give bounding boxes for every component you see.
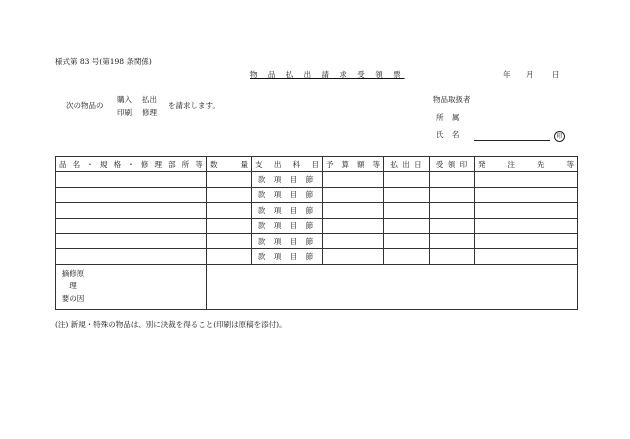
cell-issue-date[interactable] [384,203,430,218]
cell-supplier[interactable] [475,172,578,187]
header-account: 支 出 科 目 [252,157,323,172]
cell-account: 款 項 目 節 [252,172,323,187]
month-label: 月 [526,70,534,79]
cell-quantity[interactable] [207,233,252,248]
cell-account: 款 項 目 節 [252,187,323,202]
handler-label: 物品取扱者 [433,95,471,104]
header-supplier: 発 注 先 等 [475,157,578,172]
form-number: 様式第 83 号(第198 条関係) [55,57,152,66]
table-header-row [56,157,578,172]
reason-row [56,264,578,309]
cell-receipt-seal[interactable] [430,172,475,187]
table-row [56,249,578,264]
cell-quantity[interactable] [207,203,252,218]
option-purchase: 購入 [117,95,132,104]
cell-issue-date[interactable] [384,172,430,187]
cell-issue-date[interactable] [384,233,430,248]
header-item: 品 名 ・ 規 格 ・ 修 理 部 所 等 [56,157,207,172]
request-suffix: を請求します。 [168,101,220,110]
header-quantity: 数 量 [207,157,252,172]
cell-supplier[interactable] [475,218,578,233]
reason-input[interactable] [207,264,578,309]
cell-issue-date[interactable] [384,249,430,264]
cell-receipt-seal[interactable] [430,249,475,264]
cell-budget[interactable] [323,203,384,218]
reason-label: 摘修原 理 要の因 [56,264,207,309]
cell-budget[interactable] [323,218,384,233]
cell-receipt-seal[interactable] [430,218,475,233]
cell-budget[interactable] [323,172,384,187]
header-issue-date: 払 出 日 [384,157,430,172]
header-receipt-seal: 受 領 印 [430,157,475,172]
request-table [55,156,578,310]
cell-supplier[interactable] [475,249,578,264]
cell-quantity[interactable] [207,172,252,187]
table-row [56,187,578,202]
header-budget: 予 算 額 等 [323,157,384,172]
name-label: 氏 名 [436,130,463,139]
seal-mark: 印 [554,131,565,142]
cell-account: 款 項 目 節 [252,233,323,248]
cell-account: 款 項 目 節 [252,218,323,233]
cell-supplier[interactable] [475,187,578,202]
cell-account: 款 項 目 節 [252,249,323,264]
document-title: 物 品 払 出 請 求 受 領 票 [250,70,405,79]
day-label: 日 [552,70,560,79]
option-print: 印刷 [117,108,132,117]
footnote: (注) 新規・特殊の物品は、別に決裁を得ること(印刷は原稿を添付)。 [55,320,287,329]
cell-supplier[interactable] [475,233,578,248]
name-underline [474,140,550,141]
cell-item[interactable] [56,187,207,202]
request-prefix: 次の物品の [66,101,104,110]
cell-item[interactable] [56,172,207,187]
cell-receipt-seal[interactable] [430,187,475,202]
option-repair: 修理 [142,108,157,117]
cell-budget[interactable] [323,233,384,248]
table-row [56,218,578,233]
cell-issue-date[interactable] [384,218,430,233]
cell-supplier[interactable] [475,203,578,218]
cell-quantity[interactable] [207,249,252,264]
cell-issue-date[interactable] [384,187,430,202]
option-issue: 払出 [142,95,157,104]
cell-budget[interactable] [323,249,384,264]
cell-receipt-seal[interactable] [430,203,475,218]
cell-item[interactable] [56,233,207,248]
cell-quantity[interactable] [207,218,252,233]
year-label: 年 [503,70,511,79]
table-row [56,203,578,218]
cell-quantity[interactable] [207,187,252,202]
cell-item[interactable] [56,218,207,233]
cell-item[interactable] [56,203,207,218]
department-label: 所 属 [436,113,463,122]
table-row [56,172,578,187]
cell-item[interactable] [56,249,207,264]
cell-account: 款 項 目 節 [252,203,323,218]
cell-budget[interactable] [323,187,384,202]
cell-receipt-seal[interactable] [430,233,475,248]
table-row [56,233,578,248]
